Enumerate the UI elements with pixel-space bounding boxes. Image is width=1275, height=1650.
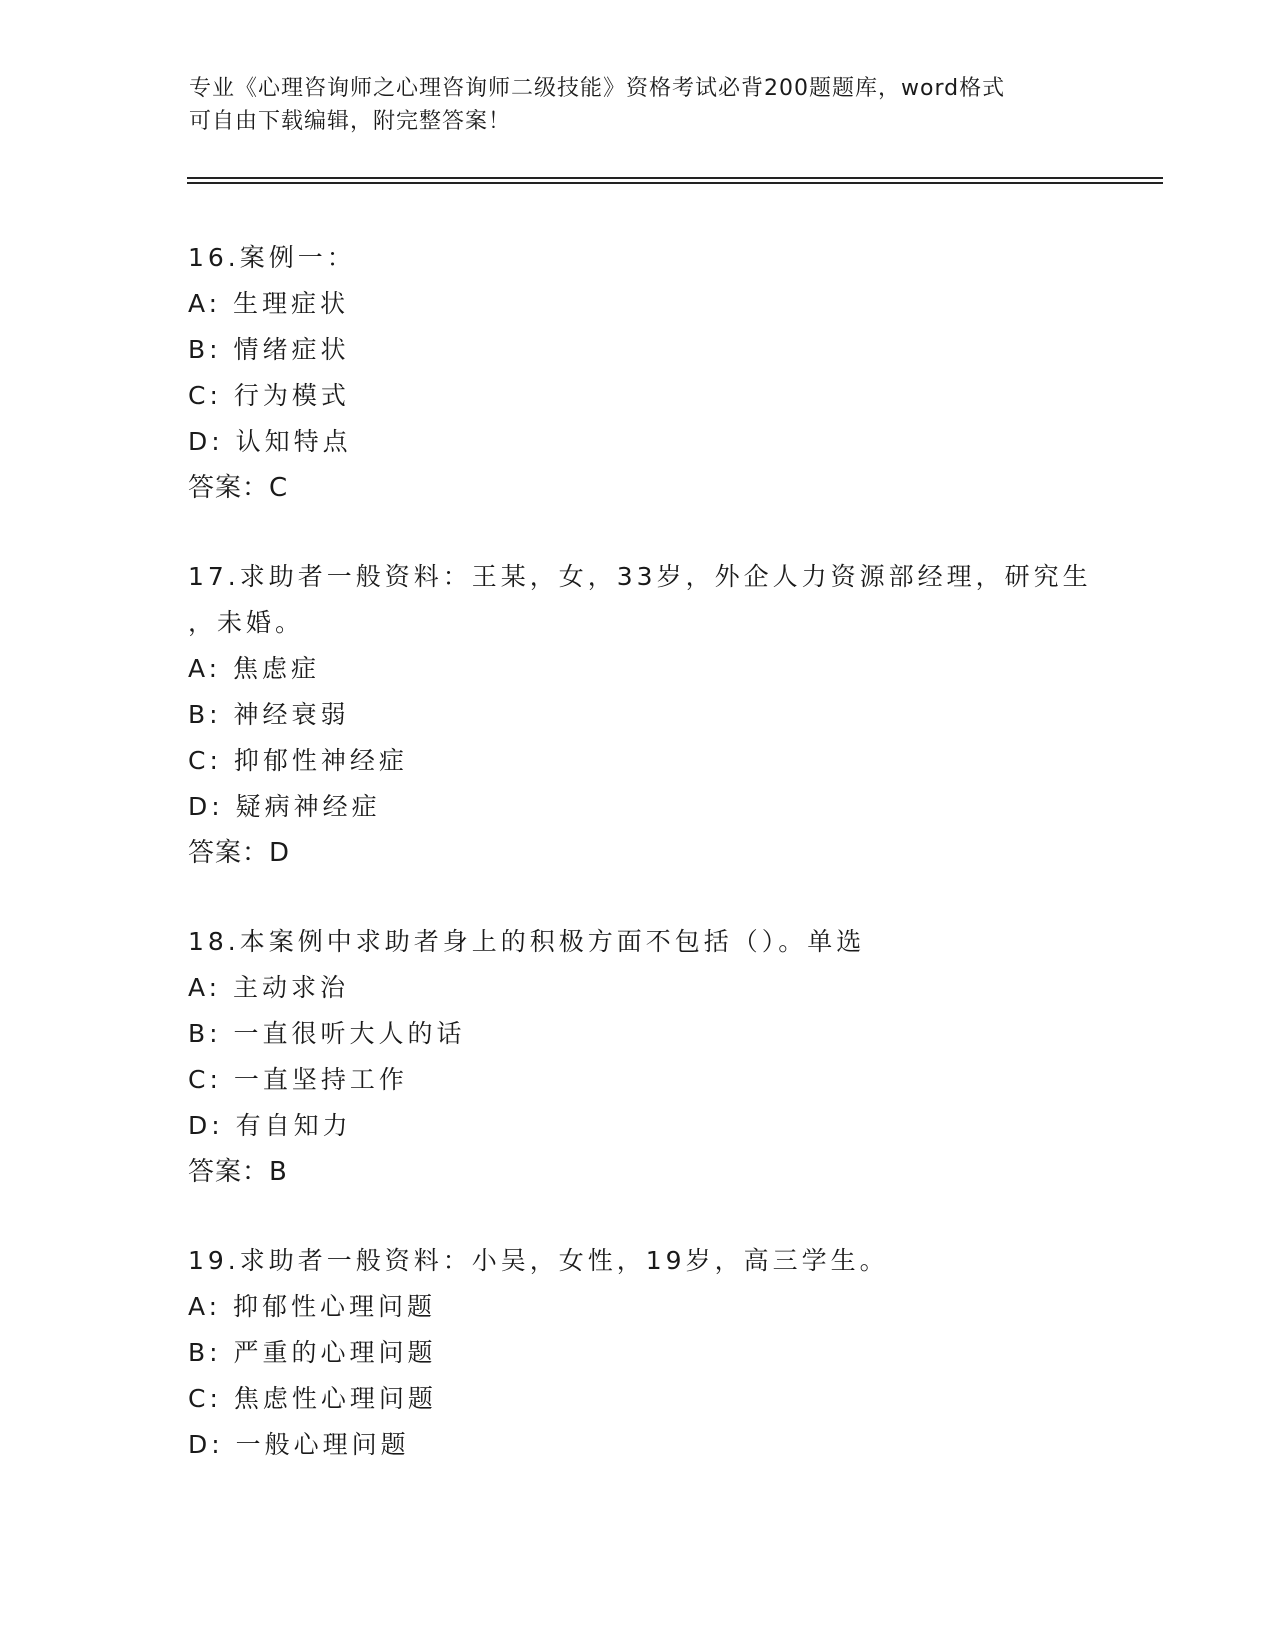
- question-stem: 16.案例一：: [188, 243, 356, 272]
- option-a: A: 主动求治: [188, 973, 350, 1002]
- question-list: [188, 235, 1148, 1511]
- option-b: B: 一直很听大人的话: [188, 1019, 466, 1048]
- option-d: D: 疑病神经症: [188, 792, 381, 821]
- question-stem: 18.本案例中求助者身上的积极方面不包括（）。单选: [188, 927, 866, 956]
- question-stem-continued: ，未婚。: [188, 608, 305, 637]
- answer-label: 答案：: [188, 1157, 270, 1187]
- answer-row: [188, 1149, 1148, 1195]
- answer-row: [188, 465, 1148, 511]
- answer-row: [188, 830, 1148, 876]
- question-17: [188, 554, 1148, 876]
- answer-label: 答案：: [188, 838, 270, 868]
- option-a: A: 抑郁性心理问题: [188, 1292, 437, 1321]
- header-divider-bottom: [187, 182, 1163, 184]
- option-a: A: 焦虑症: [188, 654, 321, 683]
- header-line-1: 专业《心理咨询师之心理咨询师二级技能》资格考试必背200题题库，word格式: [189, 76, 1006, 101]
- answer-value: B: [269, 1157, 287, 1187]
- option-a: A: 生理症状: [188, 289, 350, 318]
- option-d: D: 一般心理问题: [188, 1430, 410, 1459]
- question-16: [188, 235, 1148, 511]
- option-b: B: 严重的心理问题: [188, 1338, 437, 1367]
- answer-value: D: [269, 838, 290, 868]
- header-line-2: 可自由下载编辑，附完整答案！: [189, 109, 512, 134]
- option-d: D: 认知特点: [188, 427, 352, 456]
- option-b: B: 情绪症状: [188, 335, 350, 364]
- question-19: [188, 1238, 1148, 1468]
- answer-label: 答案：: [188, 473, 270, 503]
- option-b: B: 神经衰弱: [188, 700, 350, 729]
- header-divider-top: [187, 177, 1163, 179]
- question-stem: 17.求助者一般资料：王某，女，33岁，外企人力资源部经理，研究生: [188, 562, 1092, 591]
- option-c: C: 一直坚持工作: [188, 1065, 408, 1094]
- option-d: D: 有自知力: [188, 1111, 352, 1140]
- option-c: C: 焦虑性心理问题: [188, 1384, 437, 1413]
- answer-value: C: [269, 473, 288, 503]
- option-c: C: 行为模式: [188, 381, 350, 410]
- option-c: C: 抑郁性神经症: [188, 746, 408, 775]
- document-header: [189, 72, 1089, 138]
- question-stem: 19.求助者一般资料：小吴，女性，19岁，高三学生。: [188, 1246, 889, 1275]
- question-18: [188, 919, 1148, 1195]
